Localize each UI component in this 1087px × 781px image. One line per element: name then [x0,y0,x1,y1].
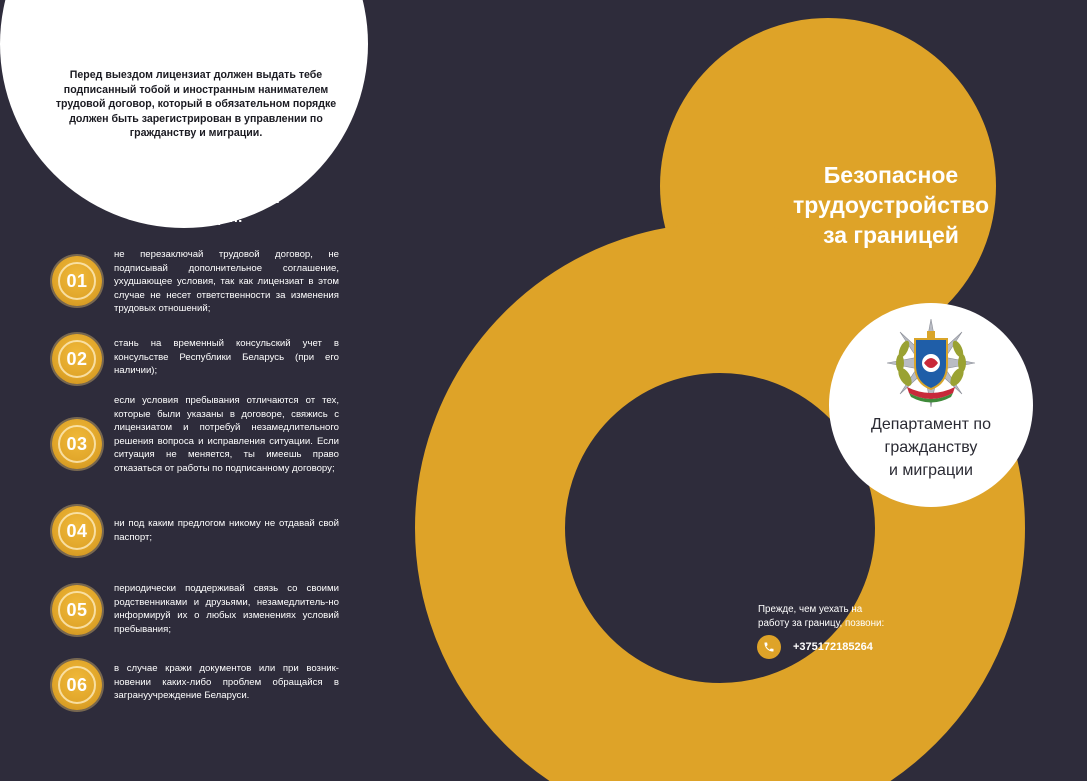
section-heading-line1: Во время пребывания [112,190,280,207]
step-number: 05 [58,591,96,629]
step-text: стань на временный консульский учет в консульстве Республики Беларусь (при его наличии); [114,338,339,377]
step-number: 04 [58,512,96,550]
phone-icon [757,635,781,659]
section-heading [80,189,312,227]
phone-contact[interactable] [757,635,873,659]
step-number-badge [52,256,102,306]
department-name [829,413,1033,482]
step-text: если условия пребывания отличаются от тех, которые были указаны в договоре, свяжись с лицензиатом и потребуй незамедлительного решения вопроса и исправления ситуации. Если ситуация не меняется, ты имеешь право отказаться от работы по подписанному договору; [114,395,339,474]
emblem-icon [883,317,979,409]
step-number-badge [52,419,102,469]
step-number-badge [52,506,102,556]
step-number: 02 [58,340,96,378]
main-title-line3: за границей [823,222,959,248]
department-badge [829,303,1033,507]
call-prompt-line1: Прежде, чем уехать на [758,604,863,615]
intro-text: Перед выездом лицензиат должен выдать тебе подписанный тобой и иностранным нанимателем трудовой договор, который в обязательном порядке должен быть зарегистрирован в управлении по гражданству и миграции. [55,69,337,140]
department-name-line3: и миграции [889,462,973,479]
step-number-badge [52,334,102,384]
main-title-line2: трудоустройство [792,192,990,218]
step-number: 03 [58,425,96,463]
step-text: периодически поддерживай связь со своими родственниками и друзьями, незамедлитель-но информируй их о любых изменениях условий пребывания; [114,583,339,635]
phone-number[interactable]: +375172185264 [793,641,873,653]
step-text: не перезаключай трудовой договор, не подписывай дополнительное соглашение, ухудшающее условия, так как лицензиат в этом случае не несет ответственности за изменения трудовых отношений; [114,249,339,315]
step-number: 06 [58,666,96,704]
call-prompt-line2: работу за границу, позвони: [758,618,885,629]
department-name-line2: гражданству [884,439,978,456]
step-number-badge [52,585,102,635]
main-title [760,160,1022,250]
step-number-badge [52,660,102,710]
department-name-line1: Департамент по [871,416,991,433]
step-number: 01 [58,262,96,300]
call-prompt [758,603,918,631]
step-text: в случае кражи документов или при возник-новении каких-либо проблем обращайся в загрануучреждение Беларуси. [114,663,339,702]
main-title-line1: Безопасное [823,162,959,188]
section-heading-line2: за границей: [149,209,243,226]
step-text: ни под каким предлогом никому не отдавай свой паспорт; [114,518,339,543]
